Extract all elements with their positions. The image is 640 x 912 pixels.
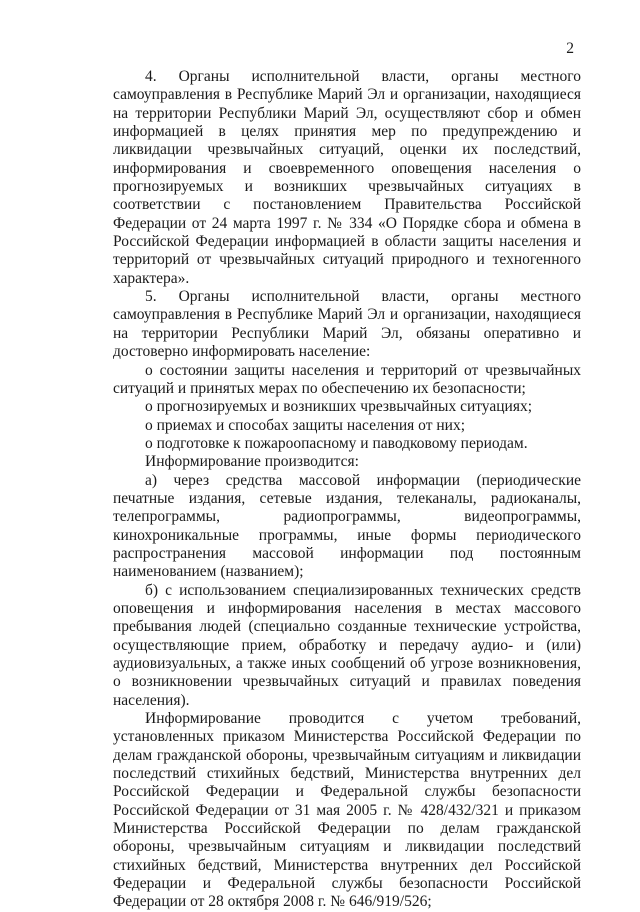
- paragraph-fire-flood-periods: о подготовке к пожароопасному и паводковому периодам.: [145, 434, 528, 452]
- paragraph-subitem-a: а) через средства массовой информации (периодические печатные издания, сетевые издания, телеканалы, радиоканалы, телепрограммы, радиопрограммы, видеопрограммы, кинохроникальные программы, иные формы периодического распространения массовой информации под постоянным наименованием (названием);: [113, 471, 581, 581]
- paragraph-item-5: 5. Органы исполнительной власти, органы местного самоуправления в Республике Марий Эл и организации, находящиеся на территории Республики Марий Эл, обязаны оперативно и достоверно информировать население:: [113, 288, 581, 361]
- page-number: 2: [566, 40, 574, 57]
- paragraph-requirements: Информирование проводится с учетом требований, установленных приказом Министерства Российской Федерации по делам гражданской обороны, чрезвычайным ситуациям и ликвидации последствий стихийных бедствий, Министерства внутренних дел Российской Федерации и Федеральной службы безопасности Российской Федерации от 31 мая 2005 г. № 428/432/321 и приказом Министерства Российской Федерации по делам гражданской обороны, чрезвычайным ситуациям и ликвидации последствий стихийных бедствий, Министерства внутренних дел Российской Федерации и Федеральной службы безопасности Российской Федерации от 28 октября 2008 г. № 646/919/526;: [113, 710, 581, 911]
- paragraph-item-4: 4. Органы исполнительной власти, органы местного самоуправления в Республике Марий Эл и организации, находящиеся на территории Республики Марий Эл, осуществляют сбор и обмен информацией в целях принятия мер по предупреждению и ликвидации чрезвычайных ситуаций, оценки их последствий, информирования и своевременного оповещения населения о прогнозируемых и возникших чрезвычайных ситуациях в соответствии с постановлением Правительства Российской Федерации от 24 марта 1997 г. № 334 «О Порядке сбора и обмена в Российской Федерации информацией в области защиты населения и территорий от чрезвычайных ситуаций природного и техногенного характера».: [113, 68, 581, 287]
- paragraph-informing-intro: Информирование производится:: [145, 453, 359, 471]
- document-body: [113, 68, 581, 912]
- paragraph-protection-state: о состоянии защиты населения и территорий от чрезвычайных ситуаций и принятых мерах по обеспечению их безопасности;: [113, 361, 581, 397]
- paragraph-subitem-b: б) с использованием специализированных технических средств оповещения и информирования населения в местах массового пребывания людей (специально созданные технические устройства, осуществляющие прием, обработку и передачу аудио- и (или) аудиовизуальных, а также иных сообщений об угрозе возникновения, о возникновении чрезвычайных ситуаций и правилах поведения населения).: [113, 581, 581, 709]
- paragraph-protection-methods: о приемах и способах защиты населения от них;: [145, 416, 466, 434]
- paragraph-forecast-emergencies: о прогнозируемых и возникших чрезвычайных ситуациях;: [145, 398, 533, 416]
